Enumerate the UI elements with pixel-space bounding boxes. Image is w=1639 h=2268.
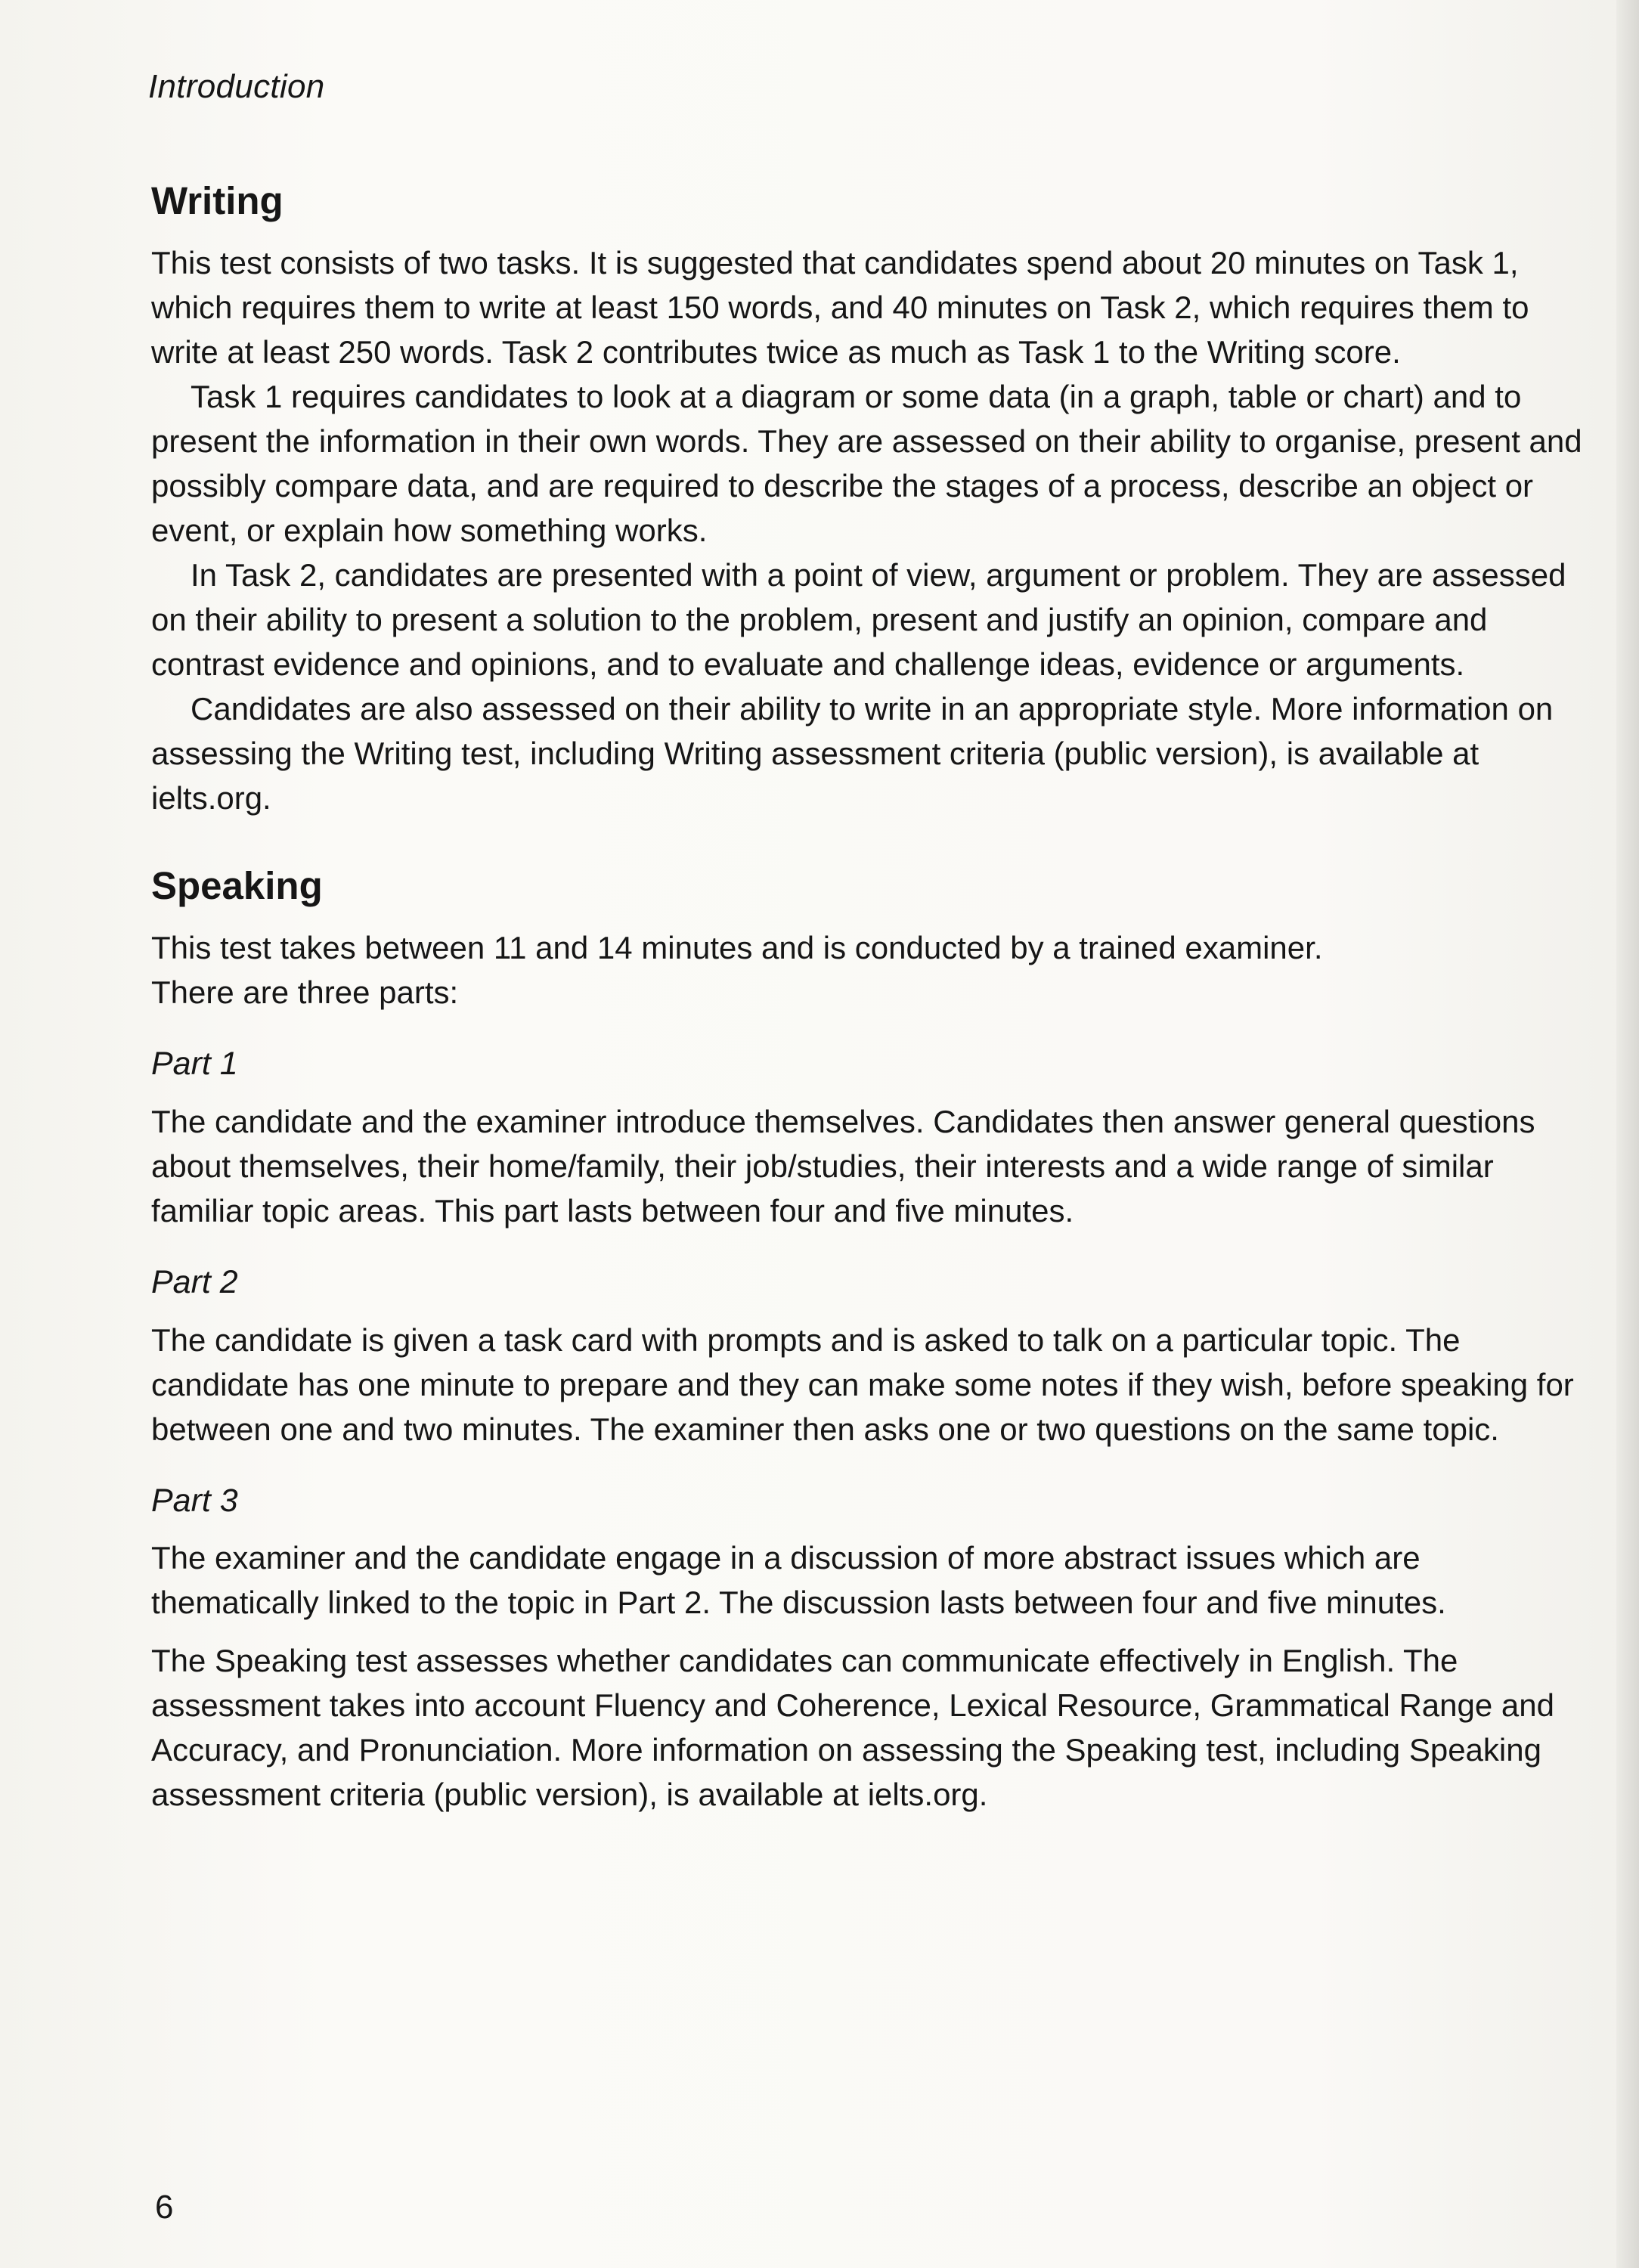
part-3-heading: Part 3 — [151, 1482, 238, 1519]
running-head: Introduction — [148, 68, 325, 105]
writing-section — [151, 178, 1588, 820]
part-2-text: The candidate is given a task card with prompts and is asked to talk on a particular topic. The candidate has one minute to prepare and they can make some notes if they wish, before speaking for between one and two minutes. The examiner then asks one or two questions on the same topic. — [151, 1321, 1574, 1447]
page-content — [151, 178, 1588, 1817]
speaking-section — [151, 863, 1588, 1817]
part-3-text: The examiner and the candidate engage in a discussion of more abstract issues which are thematically linked to the topic in Part 2. The discussion lasts between four and five minutes. — [151, 1540, 1446, 1621]
writing-paragraph: Task 1 requires candidates to look at a diagram or some data (in a graph, table or chart) and to present the information in their own words. They are assessed on their ability to organise, present and possibly compare data, and are required to describe the stages of a process, describe an object or event, or explain how something works. — [151, 379, 1582, 549]
speaking-heading: Speaking — [151, 864, 323, 908]
speaking-intro-line: There are three parts: — [151, 974, 459, 1011]
speaking-closing-paragraph: The Speaking test assesses whether candidates can communicate effectively in English. The assessment takes into account Fluency and Coherence, Lexical Resource, Grammatical Range and Accuracy, and Pronunciation. More information on assessing the Speaking test, including Speaking assessment criteria (public version), is available at ielts.org. — [151, 1643, 1554, 1813]
writing-paragraph: This test consists of two tasks. It is suggested that candidates spend about 20 minutes on Task 1, which requires them to write at least 150 words, and 40 minutes on Task 2, which requires them to write at least 250 words. Task 2 contributes twice as much as Task 1 to the Writing score. — [151, 245, 1529, 370]
part-2-heading: Part 2 — [151, 1263, 238, 1300]
writing-paragraph: In Task 2, candidates are presented with a point of view, argument or problem. They are assessed on their ability to present a solution to the problem, present and justify an opinion, compare and contrast evidence and opinions, and to evaluate and challenge ideas, evidence or arguments. — [151, 557, 1566, 683]
speaking-intro-line: This test takes between 11 and 14 minutes and is conducted by a trained examiner. — [151, 930, 1323, 966]
page-edge — [1616, 0, 1639, 2268]
writing-heading: Writing — [151, 179, 283, 222]
part-1-heading: Part 1 — [151, 1046, 238, 1083]
part-1-text: The candidate and the examiner introduce themselves. Candidates then answer general questions about themselves, their home/family, their job/studies, their interests and a wide range of similar familiar topic areas. This part lasts between four and five minutes. — [151, 1103, 1535, 1228]
page-number: 6 — [155, 2189, 174, 2226]
writing-paragraph: Candidates are also assessed on their ability to write in an appropriate style. More information on assessing the Writing test, including Writing assessment criteria (public version), is available at ielts.org. — [151, 691, 1554, 816]
